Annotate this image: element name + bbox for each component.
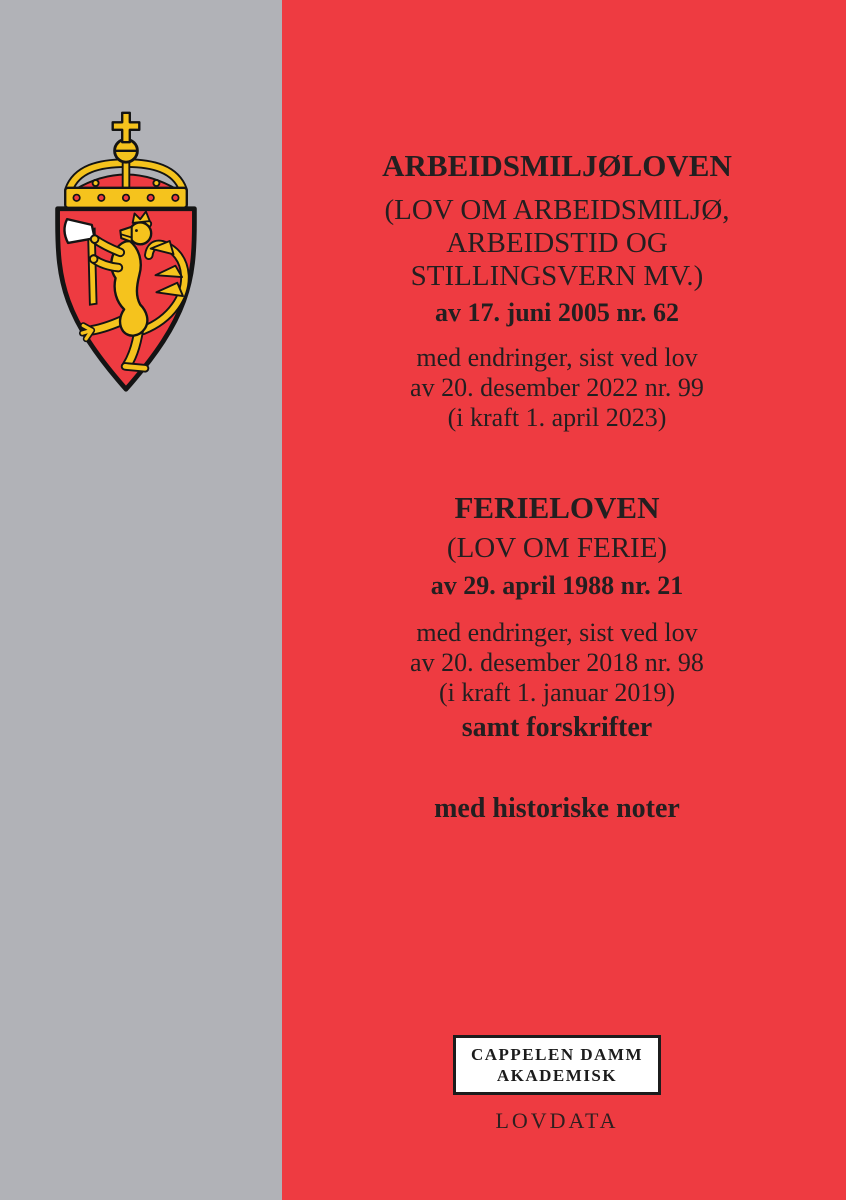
publisher-name-line2: AKADEMISK — [496, 1066, 618, 1085]
act2-amendment-line1: med endringer, sist ved lov — [416, 618, 698, 647]
act1-amendment-line2: av 20. desember 2022 nr. 99 — [410, 373, 704, 402]
act1-title: ARBEIDSMILJØLOVEN — [382, 148, 732, 183]
act2-date: av 29. april 1988 nr. 21 — [430, 571, 684, 600]
act2-amendments — [282, 618, 832, 708]
red-cover-panel — [282, 0, 846, 1200]
spine-gray-column — [0, 0, 282, 1200]
act2-title: FERIELOVEN — [454, 490, 660, 525]
historical-notes-line: med historiske noter — [434, 793, 680, 824]
publisher-name-line1: CAPPELEN DAMM — [470, 1045, 643, 1064]
lovdata-brand: LOVDATA — [495, 1108, 619, 1133]
cover-text-block — [282, 0, 832, 1134]
publisher-logo-box — [453, 1035, 661, 1095]
act2-extra-line: samt forskrifter — [461, 712, 653, 743]
norway-coat-of-arms-icon — [50, 108, 202, 393]
act1-amendment-line1: med endringer, sist ved lov — [416, 343, 698, 372]
act1-subtitle-line3: STILLINGSVERN MV.) — [410, 260, 704, 292]
publisher-row — [282, 1035, 832, 1095]
act2-subtitle: (LOV OM FERIE) — [446, 532, 668, 564]
act1-amendments — [282, 343, 832, 433]
act1-subtitle-line1: (LOV OM ARBEIDSMILJØ, — [384, 194, 730, 226]
act1-amendment-line3: (i kraft 1. april 2023) — [447, 403, 667, 432]
act1-subtitle — [282, 194, 832, 293]
heraldic-crown — [65, 113, 187, 208]
act2-amendment-line3: (i kraft 1. januar 2019) — [438, 678, 676, 707]
act1-date: av 17. juni 2005 nr. 62 — [435, 298, 679, 327]
act2-amendment-line2: av 20. desember 2018 nr. 98 — [410, 648, 704, 677]
act1-subtitle-line2: ARBEIDSTID OG — [446, 227, 668, 259]
